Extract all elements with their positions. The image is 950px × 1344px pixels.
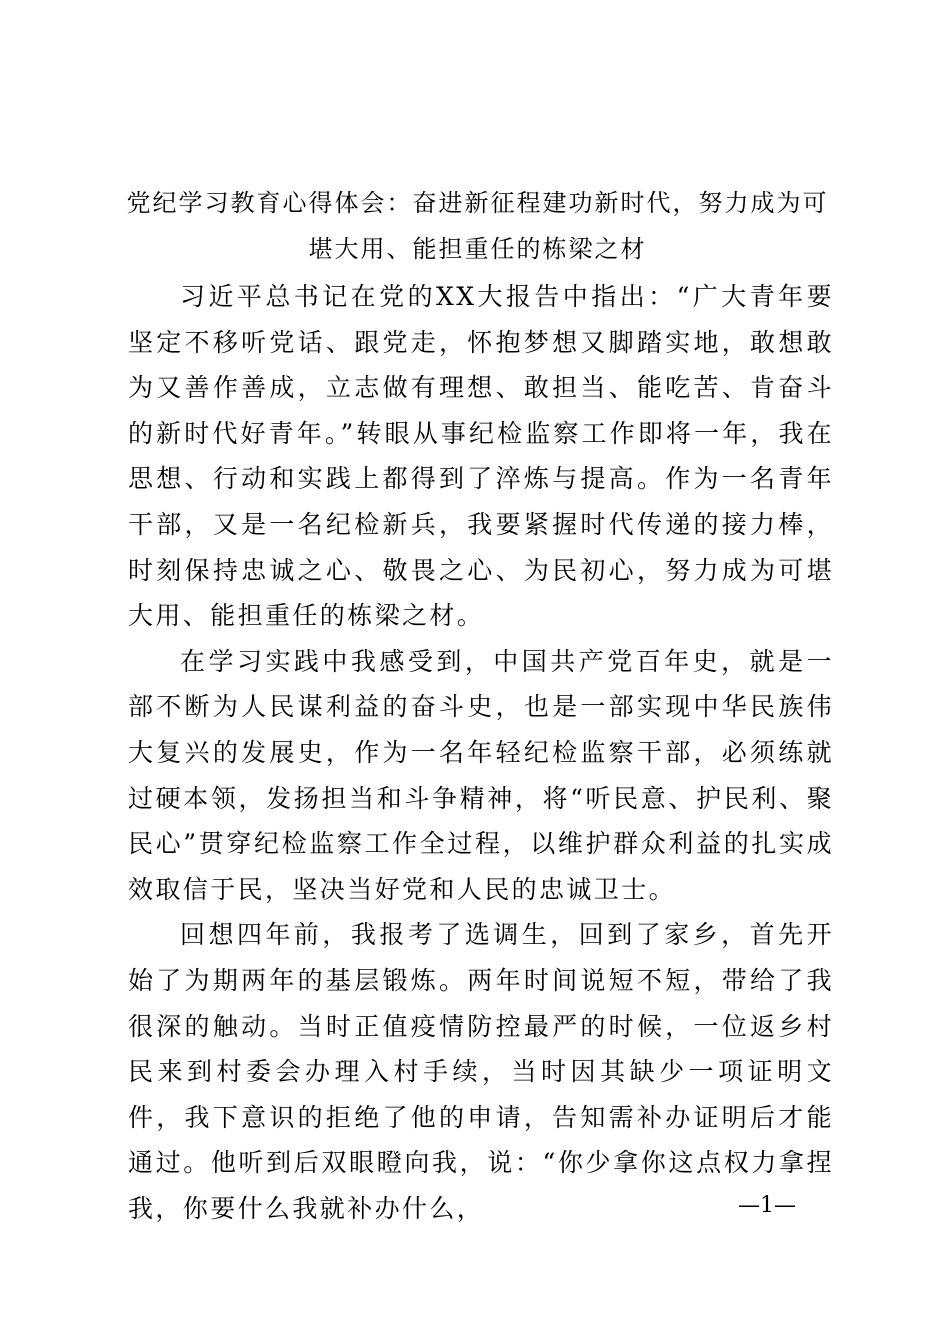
paragraph-3: 回想四年前，我报考了选调生，回到了家乡，首先开始了为期两年的基层锻炼。两年时间说短不短，带给了我很深的触动。当时正值疫情防控最严的时候，一位返乡村民来到村委会办理入村手续，当时因其缺少一项证明文件，我下意识的拒绝了他的申请，告知需补办证明后才能通过。他听到后双眼瞪向我，说：“你少拿你这点权力拿捏我，你要什么我就补办什么， — [128, 920, 834, 1223]
paragraph-2: 在学习实践中我感受到，中国共产党百年史，就是一部不断为人民谋利益的奋斗史，也是一部实现中华民族伟大复兴的发展史，作为一名年轻纪检监察干部，必须练就过硬本领，发扬担当和斗争精神，将“听民意、护民利、聚民心”贯穿纪检监察工作全过程，以维护群众利益的扎实成效取信于民，坚决当好党和人民的忠诚卫士。 — [128, 646, 834, 904]
document-title-line-2: 堪大用、能担重任的栋梁之材 — [308, 235, 647, 263]
document-title-line-1: 党纪学习教育心得体会：奋进新征程建功新时代，努力成为可 — [126, 189, 829, 217]
document-body — [128, 274, 834, 1231]
title-block — [125, 180, 830, 272]
document-title — [125, 180, 830, 272]
paragraph-1: 习近平总书记在党的XX大报告中指出：“广大青年要坚定不移听党话、跟党走，怀抱梦想又脚踏实地，敢想敢为又善作善成，立志做有理想、敢担当、能吃苦、肯奋斗的新时代好青年。”转眼从事纪检监察工作即将一年，我在思想、行动和实践上都得到了淬炼与提高。作为一名青年干部，又是一名纪检新兵，我要紧握时代传递的接力棒，时刻保持忠诚之心、敬畏之心、为民初心，努力成为可堪大用、能担重任的栋梁之材。 — [128, 282, 834, 631]
page-number: —1— — [738, 1193, 796, 1218]
